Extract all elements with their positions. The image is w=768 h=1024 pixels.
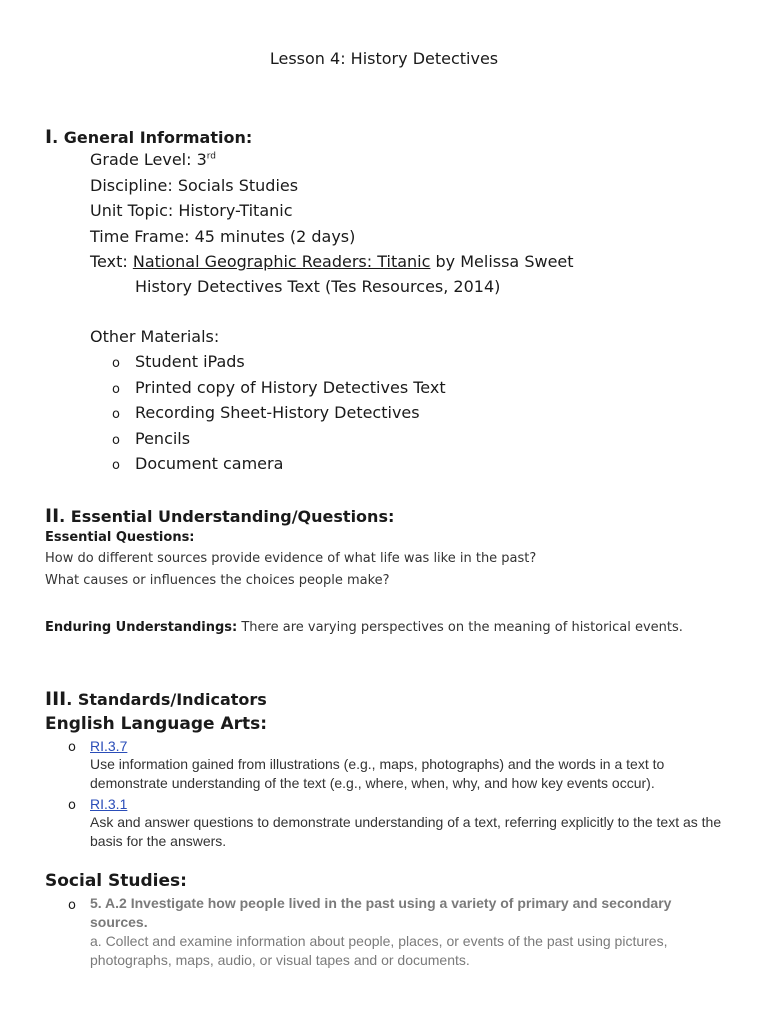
unit-topic: Unit Topic: History-Titanic (90, 201, 293, 220)
standard-code[interactable]: RI.3.7 (90, 738, 128, 754)
grade-level (90, 150, 216, 169)
bullet: o (68, 740, 76, 755)
social-studies-heading: Social Studies: (45, 871, 187, 891)
essential-questions-label: Essential Questions: (45, 530, 195, 545)
grade-level-text: Grade Level: 3 (90, 150, 207, 169)
bullet: o (112, 433, 120, 448)
bullet: o (112, 382, 120, 397)
material-item: Student iPads (135, 352, 245, 371)
material-item: Pencils (135, 429, 191, 448)
standard-ri-3-7-text: Use information gained from illustrations (e.g., maps, photographs) and the words in a text to demonstrate understanding of the text (e.g., where, when, why, and how key events occur). (90, 756, 665, 791)
bullet: o (112, 458, 120, 473)
social-studies-indicator: a. Collect and examine information about people, places, or events of the past using pictures, photographs, maps, audio, or visual tapes and or documents. (90, 933, 668, 968)
text-label: Text: (90, 252, 133, 271)
material-item: Document camera (135, 454, 284, 473)
standard-ri-3-7-link[interactable] (90, 736, 127, 755)
time-frame: Time Frame: 45 minutes (2 days) (90, 227, 356, 246)
section-3-heading (45, 688, 267, 710)
enduring-understandings-text: There are varying perspectives on the meaning of historical events. (237, 620, 683, 635)
section-1-title: . General Information: (52, 128, 253, 147)
text-line-2: History Detectives Text (Tes Resources, 2014) (135, 277, 501, 296)
bullet: o (68, 898, 76, 913)
enduring-understandings (45, 616, 683, 635)
essential-question-2: What causes or influences the choices people make? (45, 573, 390, 588)
section-1-heading (45, 126, 252, 148)
material-item: Recording Sheet-History Detectives (135, 403, 420, 422)
text-book-title: National Geographic Readers: Titanic (132, 252, 431, 271)
page-title: Lesson 4: History Detectives (269, 49, 499, 68)
bullet: o (112, 407, 120, 422)
bullet: o (112, 356, 120, 371)
section-3-numeral: III (45, 688, 67, 710)
bullet: o (68, 798, 76, 813)
section-1-numeral: I (45, 126, 53, 148)
essential-question-1: How do different sources provide evidence of what life was like in the past? (45, 551, 537, 566)
other-materials-label: Other Materials: (90, 327, 220, 346)
standard-ri-3-1-link[interactable] (90, 794, 127, 813)
text-line (90, 252, 574, 271)
section-2-numeral: II (45, 505, 60, 527)
grade-level-sup: rd (206, 151, 217, 162)
social-studies-standard: 5. A.2 Investigate how people lived in the past using a variety of primary and secondary sources. (90, 895, 672, 930)
standard-code[interactable]: RI.3.1 (90, 796, 128, 812)
text-author: by Melissa Sweet (430, 252, 574, 271)
section-2-heading (45, 505, 394, 527)
ela-heading: English Language Arts: (45, 714, 268, 734)
section-3-title: . Standards/Indicators (66, 690, 267, 709)
discipline: Discipline: Socials Studies (90, 176, 299, 195)
standard-ri-3-1-text: Ask and answer questions to demonstrate understanding of a text, referring explicitly to the text as the basis for the answers. (90, 814, 722, 849)
section-2-title: . Essential Understanding/Questions: (59, 507, 395, 526)
material-item: Printed copy of History Detectives Text (135, 378, 446, 397)
enduring-understandings-label: Enduring Understandings: (45, 620, 238, 635)
